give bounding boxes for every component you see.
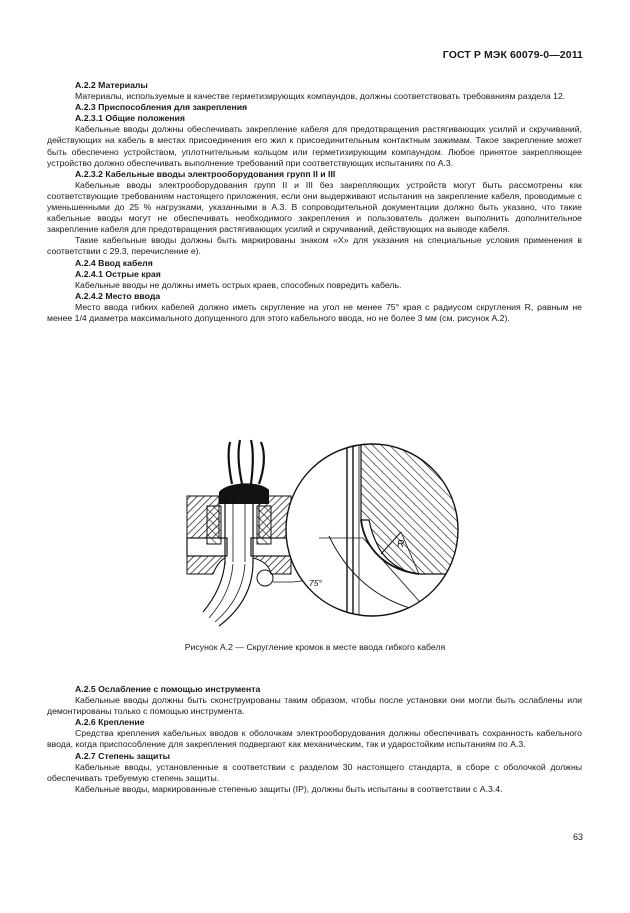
section-heading: А.2.4.1 Острые края: [75, 268, 161, 279]
section-heading: А.2.2 Материалы: [75, 80, 148, 90]
paragraph: Место ввода гибких кабелей должно иметь скругление на угол не менее 75° края с радиусом скругления R, равным не менее 1/4 диаметра максимального допущенного для этого кабельного ввода, но не более 3 мм (см. рисунок А.2).: [47, 301, 582, 323]
cable-gland-section: [187, 440, 293, 626]
paragraph: Кабельные вводы, маркированные степенью защиты (IP), должны быть испытаны в соответствии с А.3.4.: [75, 783, 503, 794]
section-heading: А.2.7 Степень защиты: [75, 750, 170, 761]
figure-caption: Рисунок А.2 — Скругление кромок в месте ввода гибкого кабеля: [184, 642, 446, 652]
text-section-bottom: [47, 684, 582, 795]
paragraph: Кабельные вводы не должны иметь острых краев, способных повредить кабель.: [75, 279, 402, 290]
section-heading: А.2.3.2 Кабельные вводы электрооборудования групп II и III: [75, 168, 336, 179]
page-number: 63: [572, 832, 583, 842]
document-header: ГОСТ Р МЭК 60079-0—2011: [442, 49, 583, 61]
paragraph: Такие кабельные вводы должны быть маркированы знаком «X» для указания на специальные условия применения в соответствии с 29.3, перечисление е).: [47, 235, 582, 257]
paragraph: Кабельные вводы, установленные в соответствии с разделом 30 настоящего стандарта, в сборе с оболочкой должны обеспечивать требуемую степень защиты.: [47, 761, 582, 783]
paragraph: Кабельные вводы должны обеспечивать закрепление кабеля для предотвращения растягивающих усилий и скручиваний, действующих на кабель в местах присоединения его жил к присоединительным контактным зажимам. Такое закрепление может быть обеспечено устройством, уплотнительным кольцом или герметизирующим компаундом. Любое принятое закрепляющее устройство должно обеспечивать выполнение требований при соответствующих испытаниях по А.3.: [47, 124, 582, 168]
section-heading: А.2.4.2 Место ввода: [75, 290, 161, 301]
paragraph: Кабельные вводы электрооборудования групп II и III без закрепляющих устройств могут быть рассмотрены как соответствующие требованиям настоящего приложения, если они выдерживают испытания на закрепление кабеля, проводимые с уменьшенными до 25 % нагрузками, указанными в А.3. В сопроводительной документации должно быть указано, что такие кабельные вводы могут не обеспечивать необходимого закрепления и пользователь должен выполнить дополнительное закрепление кабеля для предотвращения растягивающих усилий и скручиваний, действующих на выводе кабеля.: [47, 179, 582, 235]
figure-a2: [47, 434, 582, 644]
paragraph: Средства крепления кабельных вводов к оболочкам электрооборудования должны обеспечивать сохранность кабельного ввода, когда приспособление для закрепления подвергают как механическим, так и ударостойким испытаниям по А.3.: [47, 728, 582, 750]
section-heading: А.2.4 Ввод кабеля: [75, 257, 153, 268]
section-heading: А.2.6 Крепление: [75, 717, 145, 728]
angle-label: 75°: [309, 578, 322, 588]
figure-a2-drawing: [47, 434, 582, 644]
section-heading: А.2.5 Ослабление с помощью инструмента: [75, 684, 261, 694]
paragraph: Кабельные вводы должны быть сконструированы таким образом, чтобы после установки они могли быть ослаблены или демонтированы только с помощью инструмента.: [47, 695, 582, 717]
paragraph: Материалы, используемые в качестве герметизирующих компаундов, должны соответствовать требованиям раздела 12.: [75, 91, 566, 102]
detail-enlargement: [286, 434, 467, 634]
section-heading: А.2.3.1 Общие положения: [75, 113, 185, 124]
radius-label: R: [397, 539, 405, 550]
section-heading: А.2.3 Приспособления для закрепления: [75, 102, 248, 113]
text-section-top: [47, 80, 582, 324]
